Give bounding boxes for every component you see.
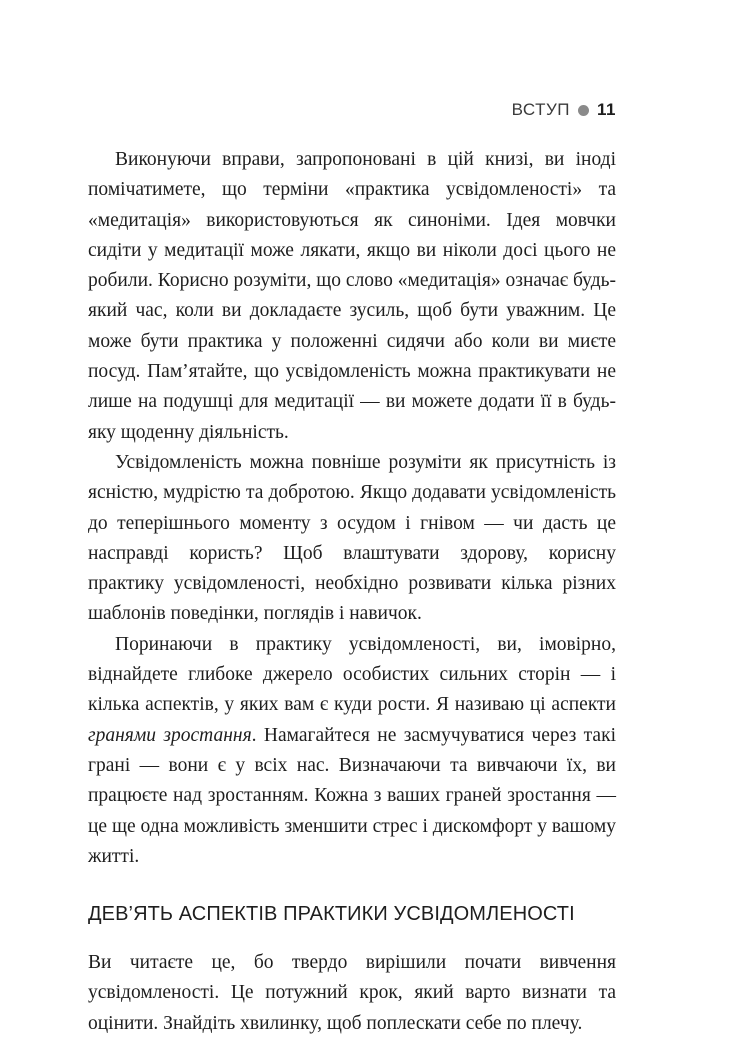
paragraph-2	[88, 448, 616, 630]
paragraph-3-text-start: Поринаючи в практику усвідомленості, ви, імовірно, віднайдете глибоке джерело особистих сильних сторін — і кілька аспектів, у яких вам є куди рости. Я називаю ці аспекти	[88, 633, 616, 716]
running-head-section: ВСТУП	[511, 100, 571, 119]
paragraph-1-text: Виконуючи вправи, запропоновані в цій книзі, ви іноді помічатимете, що терміни «практика усвідомленості» та «медитація» використовуються як синоніми. Ідея мовчки сидіти у медитації може лякати, якщо ви ніколи досі цього не робили. Корисно розуміти, що слово «медитація» означає будь-який час, коли ви докладаєте зусиль, щоб бути уважним. Це може бути практика у положенні сидячи або коли ви миєте посуд. Пам’ятайте, що усвідомленість можна практикувати не лише на подушці для медитації — ви можете додати її в будь-яку щоденну діяльність.	[88, 149, 616, 443]
paragraph-3-text-end: . Намагайтеся не засмучуватися через такі грані — вони є у всіх нас. Визначаючи та вивчаючи їх, ви працюєте над зростанням. Кожна з ваших граней зростання — це ще одна можливість зменшити стрес і дискомфорт у вашому житті.	[88, 724, 616, 867]
body-text	[88, 145, 616, 1039]
bullet-dot-icon	[578, 105, 589, 116]
page-number: 11	[597, 100, 616, 119]
section-heading: ДЕВ’ЯТЬ АСПЕКТІВ ПРАКТИКИ УСВІДОМЛЕНОСТІ	[88, 903, 575, 926]
section-paragraph-text: Ви читаєте це, бо твердо вирішили почати вивчення усвідомленості. Це потужний крок, який варто визнати та оцінити. Знайдіть хвилинку, щоб поплескати себе по плечу.	[88, 952, 616, 1034]
running-head	[512, 100, 616, 120]
paragraph-3	[88, 630, 616, 872]
section-paragraph	[88, 948, 616, 1039]
paragraph-3-emphasis: гранями зростання	[88, 724, 252, 746]
paragraph-2-text: Усвідомленість можна повніше розуміти як присутність із ясністю, мудрістю та добротою. Якщо додавати усвідомленість до теперішнього моменту з осудом і гнівом — чи дасть це насправді користь? Щоб влаштувати здорову, корисну практику усвідомленості, необхідно розвивати кілька різних шаблонів поведінки, поглядів і навичок.	[88, 451, 616, 625]
paragraph-1	[88, 145, 616, 448]
